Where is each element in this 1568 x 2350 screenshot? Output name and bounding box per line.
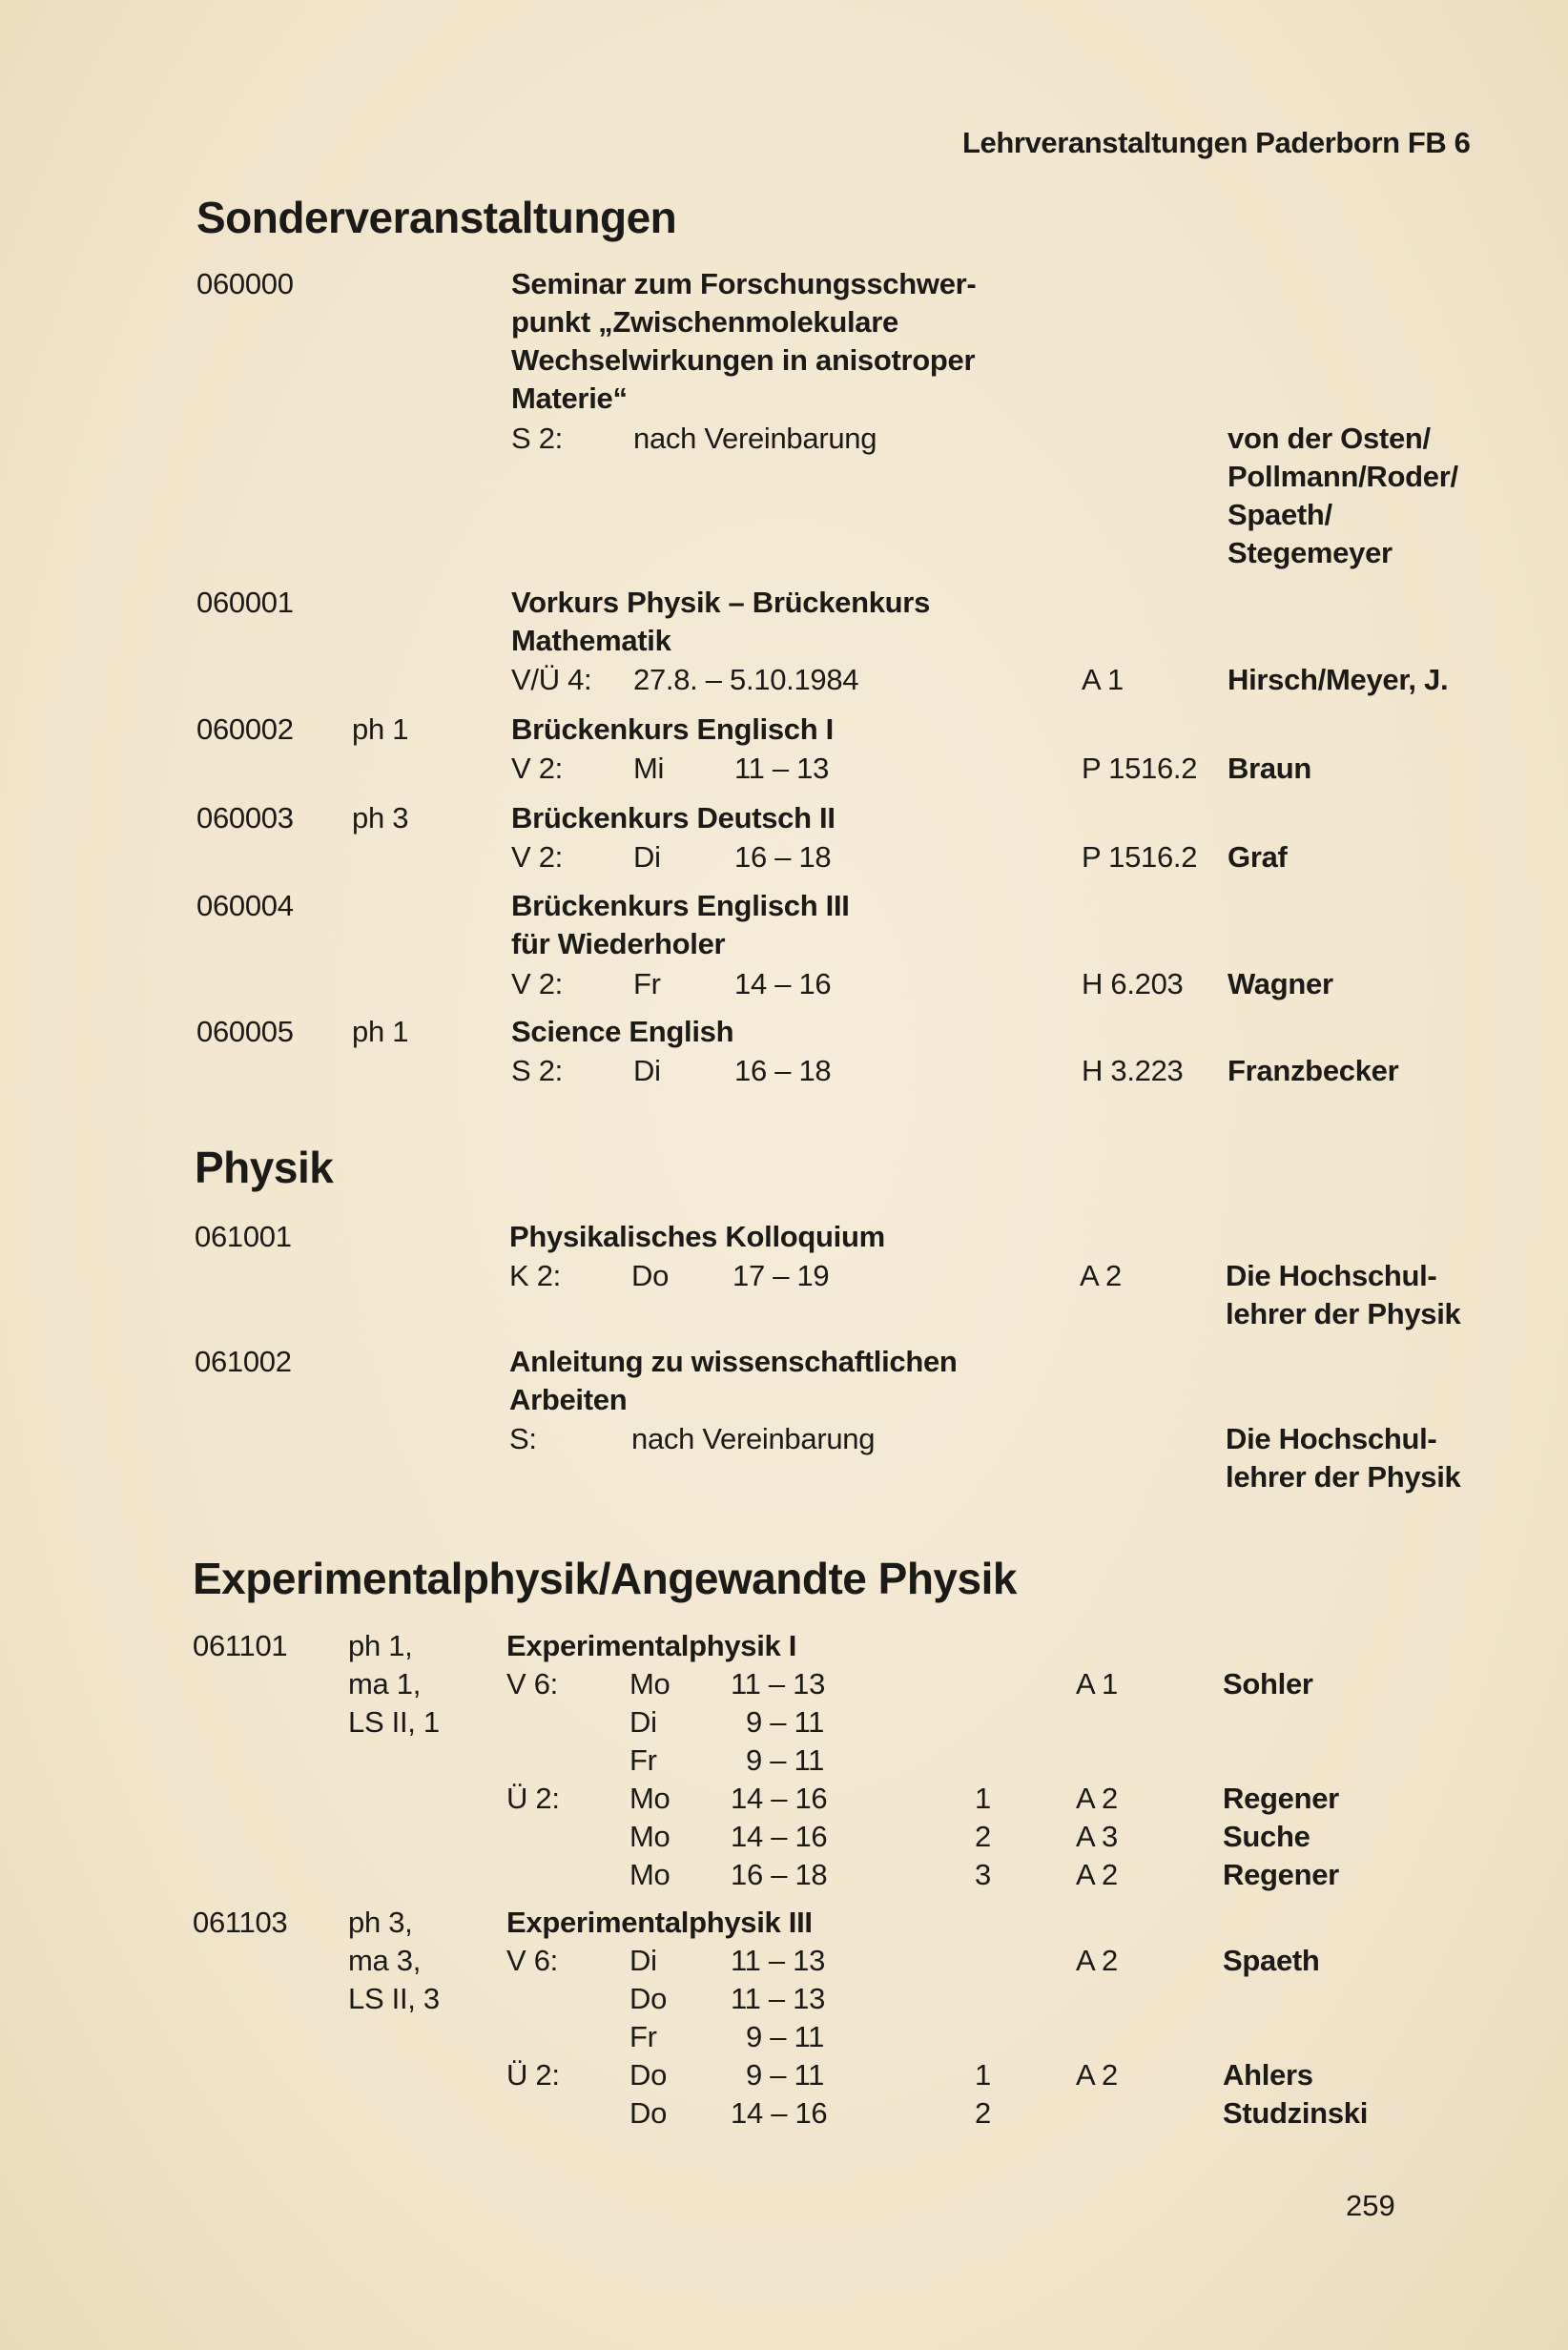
session-time: 14 – 16	[734, 967, 832, 1000]
course-number: 061001	[195, 1220, 292, 1253]
lecturer: Spaeth	[1223, 1944, 1320, 1977]
room: P 1516.2	[1082, 840, 1198, 874]
lecturer: Die Hochschul-	[1226, 1422, 1437, 1455]
session-time: 16 – 18	[731, 1858, 828, 1891]
lecturer: Graf	[1228, 840, 1288, 874]
session-time: 17 – 19	[732, 1259, 830, 1292]
group-number: 1	[975, 2058, 991, 2092]
session-schedule: 27.8. – 5.10.1984	[633, 663, 859, 696]
lecturer: lehrer der Physik	[1226, 1297, 1461, 1330]
course-title: Physikalisches Kolloquium	[509, 1220, 885, 1253]
session-type: V 6:	[506, 1667, 558, 1701]
lecturer: Hirsch/Meyer, J.	[1228, 663, 1449, 696]
lecturer: Braun	[1228, 752, 1312, 785]
lecturer: Stegemeyer	[1228, 536, 1393, 569]
room: A 2	[1076, 2058, 1118, 2092]
room: A 1	[1076, 1667, 1118, 1701]
course-title: für Wiederholer	[511, 927, 726, 960]
course-title: Science English	[511, 1015, 734, 1048]
course-number: 060005	[196, 1015, 294, 1048]
session-type: K 2:	[509, 1259, 561, 1292]
session-day: Mo	[629, 1667, 671, 1701]
section-title: Physik	[195, 1143, 334, 1192]
course-title: Wechselwirkungen in anisotroper	[511, 343, 976, 377]
session-type: V 2:	[511, 840, 563, 874]
session-type: V 2:	[511, 752, 563, 785]
course-title: Mathematik	[511, 624, 671, 657]
course-title: punkt „Zwischenmolekulare	[511, 305, 898, 339]
session-day: Di	[633, 1054, 661, 1087]
course-title: Brückenkurs Englisch III	[511, 889, 850, 922]
session-time: 11 – 13	[731, 1982, 826, 2015]
course-title: Seminar zum Forschungsschwer-	[511, 267, 977, 300]
session-schedule: nach Vereinbarung	[631, 1422, 876, 1455]
session-time: 9 – 11	[746, 2058, 825, 2092]
session-time: 16 – 18	[734, 840, 832, 874]
course-code: ph 3,	[348, 1906, 413, 1939]
session-time: 9 – 11	[746, 1743, 825, 1777]
session-schedule: nach Vereinbarung	[633, 422, 877, 455]
course-code: ma 3,	[348, 1944, 422, 1977]
lecturer: von der Osten/	[1228, 422, 1431, 455]
session-day: Di	[629, 1944, 657, 1977]
room: H 3.223	[1082, 1054, 1184, 1087]
session-day: Mi	[633, 752, 665, 785]
room: A 3	[1076, 1820, 1118, 1853]
lecturer: Wagner	[1228, 967, 1333, 1000]
session-time: 11 – 13	[734, 752, 830, 785]
lecturer: Spaeth/	[1228, 498, 1332, 531]
running-title: Lehrveranstaltungen Paderborn FB 6	[962, 126, 1471, 159]
course-title: Arbeiten	[509, 1383, 628, 1416]
session-type: Ü 2:	[506, 1782, 560, 1815]
course-code: LS II, 1	[348, 1705, 440, 1739]
session-day: Mo	[629, 1858, 671, 1891]
lecturer: Ahlers	[1223, 2058, 1313, 2092]
session-day: Mo	[629, 1820, 671, 1853]
lecturer: Sohler	[1223, 1667, 1313, 1701]
course-code: ma 1,	[348, 1667, 422, 1701]
session-day: Do	[629, 1982, 668, 2015]
lecturer: lehrer der Physik	[1226, 1460, 1461, 1494]
course-title: Materie“	[511, 381, 628, 415]
session-type: S 2:	[511, 1054, 563, 1087]
lecturer: Suche	[1223, 1820, 1310, 1853]
course-number: 061002	[195, 1345, 292, 1378]
course-code: ph 1	[352, 1015, 409, 1048]
course-title: Anleitung zu wissenschaftlichen	[509, 1345, 958, 1378]
course-title: Brückenkurs Deutsch II	[511, 801, 836, 835]
course-code: ph 1,	[348, 1629, 413, 1662]
course-title: Experimentalphysik I	[506, 1629, 797, 1662]
session-type: S:	[509, 1422, 537, 1455]
lecturer: Studzinski	[1223, 2096, 1369, 2130]
session-time: 14 – 16	[731, 2096, 828, 2130]
session-type: V 6:	[506, 1944, 558, 1977]
page-number: 259	[1346, 2189, 1395, 2222]
room: P 1516.2	[1082, 752, 1198, 785]
course-number: 060001	[196, 586, 294, 619]
course-number: 061103	[193, 1906, 288, 1939]
session-type: S 2:	[511, 422, 563, 455]
course-title: Experimentalphysik III	[506, 1906, 813, 1939]
session-time: 14 – 16	[731, 1820, 828, 1853]
session-time: 11 – 13	[731, 1667, 826, 1701]
group-number: 3	[975, 1858, 991, 1891]
course-title: Brückenkurs Englisch I	[511, 712, 834, 746]
session-day: Do	[631, 1259, 670, 1292]
session-time: 16 – 18	[734, 1054, 832, 1087]
section-title: Sonderveranstaltungen	[196, 193, 677, 242]
session-day: Di	[629, 1705, 657, 1739]
session-type: V 2:	[511, 967, 563, 1000]
lecturer: Die Hochschul-	[1226, 1259, 1437, 1292]
session-type: V/Ü 4:	[511, 663, 592, 696]
room: H 6.203	[1082, 967, 1184, 1000]
session-time: 14 – 16	[731, 1782, 828, 1815]
course-number: 061101	[193, 1629, 288, 1662]
session-day: Mo	[629, 1782, 671, 1815]
room: A 2	[1080, 1259, 1122, 1292]
lecturer: Pollmann/Roder/	[1228, 460, 1458, 493]
group-number: 2	[975, 2096, 991, 2130]
course-code: LS II, 3	[348, 1982, 440, 2015]
group-number: 1	[975, 1782, 991, 1815]
session-day: Do	[629, 2058, 668, 2092]
lecturer: Franzbecker	[1228, 1054, 1399, 1087]
course-number: 060002	[196, 712, 294, 746]
room: A 1	[1082, 663, 1124, 696]
session-day: Do	[629, 2096, 668, 2130]
section-title: Experimentalphysik/Angewandte Physik	[193, 1554, 1017, 1603]
lecturer: Regener	[1223, 1858, 1339, 1891]
room: A 2	[1076, 1782, 1118, 1815]
room: A 2	[1076, 1858, 1118, 1891]
session-time: 9 – 11	[746, 1705, 825, 1739]
session-day: Fr	[633, 967, 661, 1000]
course-code: ph 3	[352, 801, 409, 835]
course-number: 060000	[196, 267, 294, 300]
course-code: ph 1	[352, 712, 409, 746]
session-time: 9 – 11	[746, 2020, 825, 2053]
course-number: 060003	[196, 801, 294, 835]
room: A 2	[1076, 1944, 1118, 1977]
group-number: 2	[975, 1820, 991, 1853]
course-title: Vorkurs Physik – Brückenkurs	[511, 586, 931, 619]
session-time: 11 – 13	[731, 1944, 826, 1977]
session-type: Ü 2:	[506, 2058, 560, 2092]
session-day: Fr	[629, 1743, 657, 1777]
lecturer: Regener	[1223, 1782, 1339, 1815]
session-day: Fr	[629, 2020, 657, 2053]
course-number: 060004	[196, 889, 294, 922]
session-day: Di	[633, 840, 661, 874]
